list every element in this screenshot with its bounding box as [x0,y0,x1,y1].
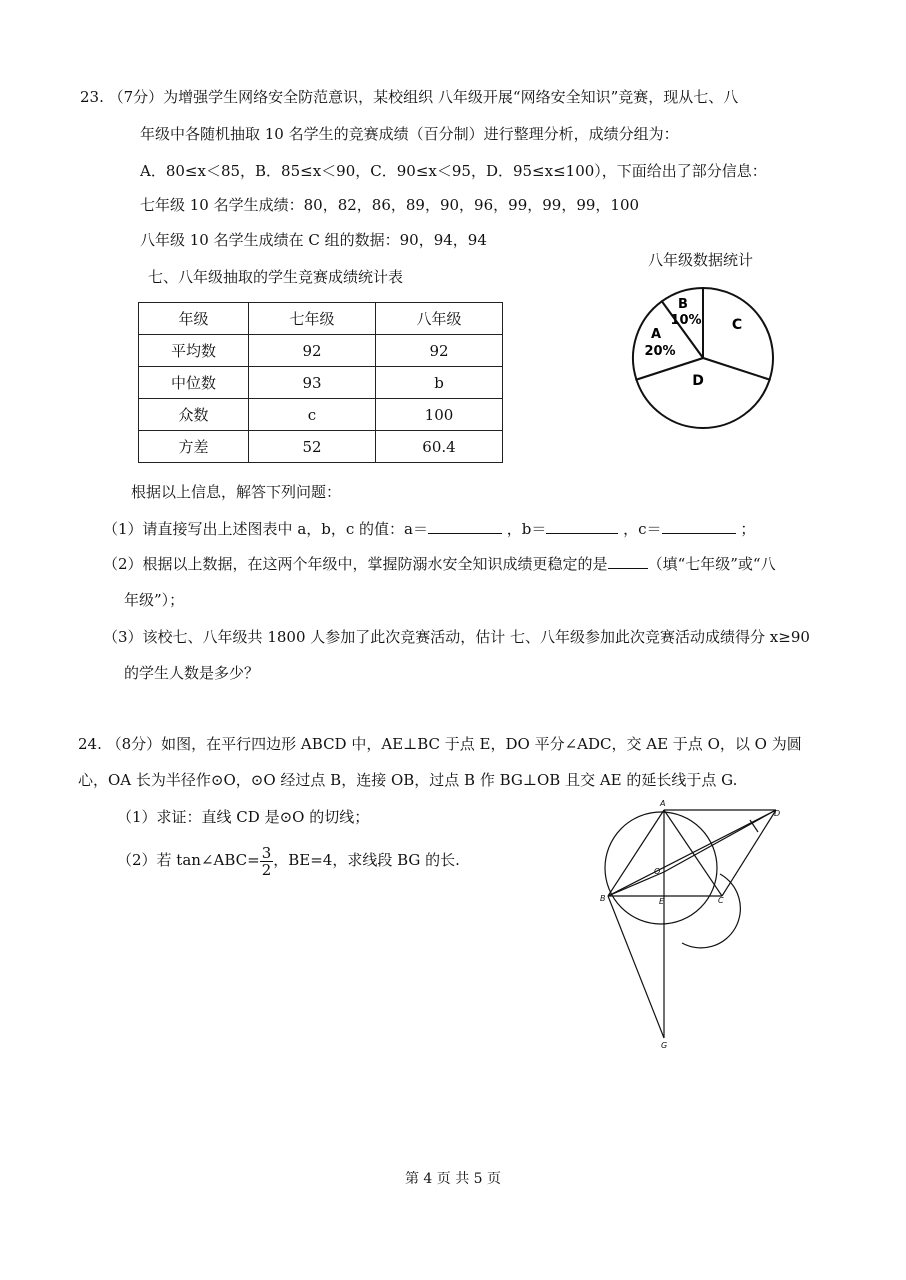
segment-bg [608,896,664,1038]
pie-chart [620,278,790,438]
q23-intro: 根据以上信息，解答下列问题： [131,483,342,501]
table-header-cell: 年级 [139,303,249,335]
q23-part2-hint: （填“七年级”或“八 [647,555,776,573]
table-header-cell: 七年级 [249,303,376,335]
answer-blank-c[interactable] [662,517,736,534]
q23-grade8-c-data: 八年级 10 名学生成绩在 C 组的数据：90，94，94 [140,231,487,249]
table-row [139,431,503,463]
table-row [139,399,503,431]
pie-label-c: C [731,317,743,333]
q23-line2: 年级中各随机抽取 10 名学生的竞赛成绩（百分制）进行整理分析，成绩分组为： [140,125,679,143]
q23-grade7-scores: 七年级 10 名学生成绩：80，82，86，89，90，96，99，99，99，100 [140,196,640,214]
fraction-denominator: 2 [261,860,272,879]
q23-part3-line2: 的学生人数是多少？ [124,664,260,682]
stats-table [138,302,503,463]
pie-label-b: B [678,297,688,312]
point-g-label: G [661,1041,668,1050]
table-cell: 92 [376,335,503,367]
q23-part2-text: （2）根据以上数据，在这两个年级中，掌握防溺水安全知识成绩更稳定的是 [103,555,608,573]
table-row [139,335,503,367]
pie-label-b-pct: 10% [670,313,702,328]
circle-arc-mark [682,874,740,948]
page-number: 第 4 页 共 5 页 [404,1171,502,1187]
q24-part2-text: （2）若 tan∠ABC= [117,851,260,869]
point-c-label: C [718,896,724,905]
pie-title: 八年级数据统计 [648,251,754,269]
q23-part2 [103,552,776,575]
q24-line1: 24. （8分）如图，在平行四边形 ABCD 中，AE⊥BC 于点 E，DO 平分∠ADC，交 AE 于点 O，以 O 为圆 [78,735,802,753]
answer-blank-a[interactable] [428,517,502,534]
table-cell: 众数 [139,399,249,431]
table-cell: b [376,367,503,399]
point-e-label: E [659,897,665,906]
q24-part1: （1）求证：直线 CD 是⊙O 的切线； [117,808,370,826]
table-header-cell: 八年级 [376,303,503,335]
pie-label-d: D [692,373,704,389]
geometry-figure [590,800,790,1060]
q23-part2-line2: 年级”）； [124,591,185,609]
answer-blank-stable[interactable] [608,552,648,569]
q24-part2 [117,840,460,880]
segment-ac [664,810,722,896]
table-cell: c [249,399,376,431]
point-b-label: B [600,894,606,903]
q24-line2: 心，OA 长为半径作⊙O，⊙O 经过点 B，连接 OB，过点 B 作 BG⊥OB 且交 AE 的延长线于点 G. [78,771,738,789]
point-a-label: A [660,800,666,808]
table-cell: 52 [249,431,376,463]
table-cell: 平均数 [139,335,249,367]
circle-o [605,812,717,924]
table-title: 七、八年级抽取的学生竞赛成绩统计表 [148,268,404,286]
point-o-label: O [654,867,661,876]
q23-groups: A．80≤x＜85，B．85≤x＜90，C．90≤x＜95，D．95≤x≤100），下面给出了部分信息： [140,162,767,180]
table-cell: 93 [249,367,376,399]
table-cell: 100 [376,399,503,431]
fraction [260,845,274,878]
segment-bd [608,810,776,896]
fraction-numerator: 3 [261,843,272,862]
q23-part3: （3）该校七、八年级共 1800 人参加了此次竞赛活动，估计 七、八年级参加此次竞赛活动成绩得分 x≥90 [103,628,810,646]
segment-ab [608,810,664,896]
q23-line1: 23. （7分）为增强学生网络安全防范意识，某校组织 八年级开展“网络安全知识”竞赛，现从七、八 [80,88,739,106]
answer-blank-b[interactable] [546,517,618,534]
segment-dc [722,810,776,896]
pie-label-a-pct: 20% [644,344,676,359]
table-cell: 60.4 [376,431,503,463]
table-header-row [139,303,503,335]
q23-part1-end: ； [740,520,756,538]
pie-label-a: A [650,327,662,342]
q23-part1-c: ，c＝ [623,520,662,538]
q23-part1-b: ，b＝ [506,520,547,538]
q24-part2-rest: ，BE=4，求线段 BG 的长. [273,851,460,869]
table-cell: 方差 [139,431,249,463]
q23-part1-text: （1）请直接写出上述图表中 a，b，c 的值：a＝ [103,520,428,538]
segment-do [664,810,776,872]
table-cell: 中位数 [139,367,249,399]
table-cell: 92 [249,335,376,367]
table-row [139,367,503,399]
point-d-label: D [774,809,781,818]
q23-part1 [103,517,755,540]
